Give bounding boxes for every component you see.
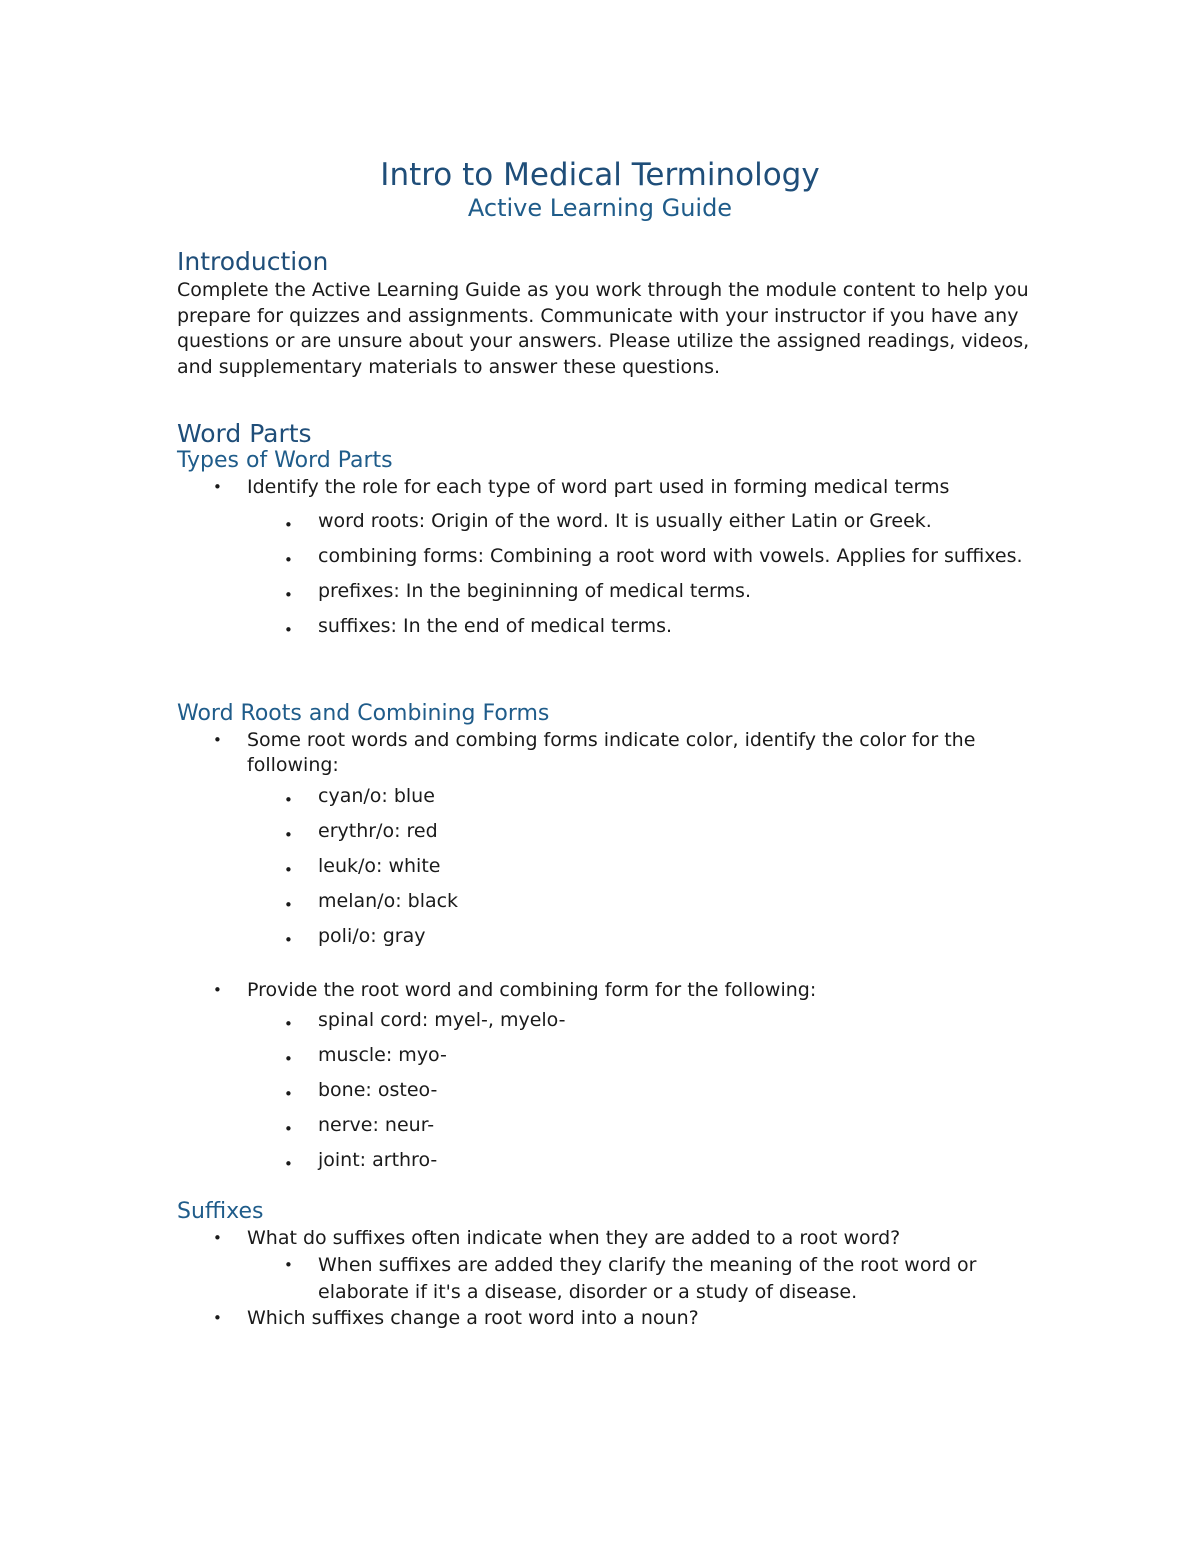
answer-text: word roots: Origin of the word. It is usually either Latin or Greek. [318,509,932,532]
answer-text: leuk/o: white [318,854,441,877]
bullet-icon: • [284,1155,293,1173]
list-item [177,1306,1037,1332]
list-item [177,814,1037,849]
list-item [177,978,1037,1004]
list-item [177,574,1037,609]
list-item [177,1073,1037,1108]
roots-q1-list [177,728,1037,779]
answer-text: prefixes: In the begininning of medical terms. [318,579,751,602]
color-answers-list [177,779,1037,954]
list-item [177,475,1037,501]
bullet-icon: • [213,478,222,496]
answer-text: spinal cord: myel-, myelo- [318,1009,566,1031]
list-item [177,1252,1037,1306]
list-item [177,539,1037,574]
suffixes-question-1: What do suffixes often indicate when they are added to a root word? [247,1227,901,1249]
bullet-icon: • [213,730,222,749]
suffixes-section [177,1198,1037,1331]
list-item [177,728,1037,779]
suffixes-q2-list [177,1306,1037,1332]
bullet-icon: • [284,860,293,879]
types-of-word-parts-heading: Types of Word Parts [177,448,393,473]
word-parts-heading: Word Parts [177,419,312,448]
bullet-icon: • [284,825,293,844]
list-item [177,849,1037,884]
bullet-icon: • [284,515,293,534]
bullet-icon: • [284,1120,293,1138]
bullet-icon: • [284,620,293,639]
list-item [177,1003,1037,1038]
list-item [177,504,1037,539]
suffixes-q1-answer-list [177,1252,1037,1306]
bullet-icon: • [213,1229,222,1247]
types-question: Identify the role for each type of word part used in forming medical terms [247,476,950,498]
bullet-icon: • [284,1255,293,1274]
list-item [177,1108,1037,1143]
answer-text: nerve: neur- [318,1114,435,1136]
bullet-icon: • [284,790,293,809]
list-item [177,884,1037,919]
bullet-icon: • [284,550,293,569]
list-item [177,779,1037,814]
answer-text: melan/o: black [318,889,459,912]
answer-text: cyan/o: blue [318,784,435,807]
roots-question-2: Provide the root word and combining form for the following: [247,978,817,1001]
introduction-heading: Introduction [177,247,329,276]
answer-text: muscle: myo- [318,1044,447,1066]
bullet-icon: • [213,1308,222,1327]
answer-text: erythr/o: red [318,819,438,842]
introduction-section [177,246,1037,380]
answer-text: suffixes: In the end of medical terms. [318,614,673,637]
answer-text: poli/o: gray [318,924,426,947]
introduction-text: Complete the Active Learning Guide as you work through the module content to help you prepare for quizzes and assignments. Communicate with your instructor if you have any questions or are unsure about your answers. Please utilize the assigned readings, videos, and supplementary materials to answer these questions. [177,279,1030,378]
answer-text: combining forms: Combining a root word with vowels. Applies for suffixes. [318,544,1023,567]
bullet-icon: • [284,895,293,914]
bullet-icon: • [284,930,293,949]
list-item [177,919,1037,954]
document-body [177,246,1037,1331]
list-item [177,1143,1037,1178]
word-roots-section [177,700,1037,1179]
types-question-list [177,475,1037,501]
list-item [177,1226,1037,1252]
roots-q2-list [177,978,1037,1004]
bullet-icon: • [284,1050,293,1068]
roots-question-1: Some root words and combing forms indicate color, identify the color for the following: [247,728,976,776]
answer-text: bone: osteo- [318,1079,438,1101]
suffixes-q1-list [177,1226,1037,1252]
suffixes-question-2: Which suffixes change a root word into a noun? [247,1306,699,1329]
bullet-icon: • [284,1085,293,1103]
answer-text: When suffixes are added they clarify the meaning of the root word or elaborate if it's a disease, disorder or a study of disease. [318,1253,977,1303]
types-answers-list [177,504,1037,644]
root-answers-list [177,1003,1037,1178]
list-item [177,609,1037,644]
list-item [177,1038,1037,1073]
bullet-icon: • [284,585,293,604]
bullet-icon: • [213,980,222,999]
word-parts-section [177,418,1037,644]
bullet-icon: • [284,1015,293,1033]
document-subtitle: Active Learning Guide [467,194,733,222]
answer-text: joint: arthro- [318,1149,438,1171]
suffixes-heading: Suffixes [177,1199,264,1224]
word-roots-heading: Word Roots and Combining Forms [177,700,550,726]
document-title: Intro to Medical Terminology [380,157,820,193]
